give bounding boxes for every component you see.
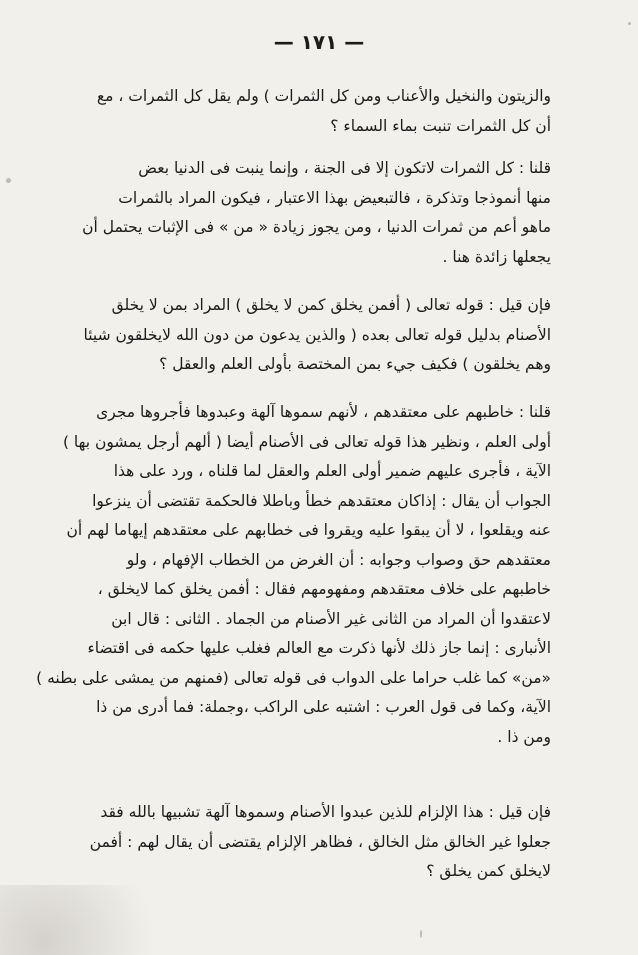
text-line: فإن قيل : هذا الإلزام للذين عبدوا الأصنام وسموها آلهة تشبيها بالله فقد	[100, 803, 551, 821]
text-line: والزيتون والنخيل والأعناب ومن كل الثمرات ) ولم يقل كل الثمرات ، مع	[96, 87, 551, 105]
paragraph-4	[36, 398, 551, 752]
page-number: — ١٧١ —	[273, 30, 365, 54]
paragraph-5	[88, 798, 551, 887]
text-line: «من» كما غلب حراما على الدواب فى قوله تعالى (فمنهم من يمشى على بطنه )	[36, 668, 551, 687]
text-line: قلنا : خاطبهم على معتقدهم ، لأنهم سموها آلهة وعبدوها فأجروها مجرى	[96, 403, 551, 421]
text-line: الأنبارى : إنما جاز ذلك لأنها ذكرت مع العالم فغلب عليها حكمه فى اقتضاء	[87, 639, 551, 657]
text-line: يجعلها زائدة هنا .	[442, 247, 551, 266]
text-line: معتقدهم حق وصواب وجوابه : أن الغرض من الخطاب الإفهام ، ولو	[126, 550, 551, 569]
text-line: الآية، وكما فى قول العرب : اشتبه على الراكب ،وجملة: فما أدرى من ذا	[96, 698, 551, 716]
text-line: أولى العلم ، ونظير هذا قوله تعالى فى الأصنام أيضا ( ألهم أرجل يمشون بها )	[62, 432, 551, 451]
text-line: لايخلق كمن يخلق ؟	[426, 862, 551, 880]
scan-speck	[628, 22, 631, 25]
text-line: منها أنموذجا وتذكرة ، فالتبعيض بهذا الاعتبار ، فيكون المراد بالثمرات	[118, 188, 551, 207]
text-line: ماهو أعم من ثمرات الدنيا ، ومن يجوز زيادة « من » فى الإثبات يحتمل أن	[82, 218, 551, 236]
scan-noise	[0, 885, 220, 955]
text-line: عنه ويقلعوا ، لا أن يبقوا عليه ويقروا فى خطابهم على معتقدهم إيهاما لهم أن	[66, 521, 551, 539]
text-line: قلنا : كل الثمرات لاتكون إلا فى الجنة ، وإنما ينبت فى الدنيا بعض	[138, 159, 551, 177]
text-line: الأصنام بدليل قوله تعالى بعده ( والذين يدعون من دون الله لايخلقون شيئا	[83, 325, 551, 344]
paragraph-1	[88, 82, 551, 141]
text-line: ومن ذا .	[497, 727, 551, 746]
scan-speck	[6, 178, 11, 183]
text-line: خاطبهم على خلاف معتقدهم ومفهومهم فقال : أفمن يخلق كما لايخلق ،	[97, 580, 551, 598]
text-line: الآية ، فأجرى عليهم ضمير أولى العلم والعقل لما قلناه ، ورد على هذا	[113, 462, 551, 480]
scan-speck	[420, 930, 422, 938]
text-line: لاعتقدوا أن المراد من الثانى غير الأصنام من الجماد . الثانى : قال ابن	[111, 609, 551, 628]
paragraph-2	[82, 154, 551, 272]
text-line: أن كل الثمرات تنبت بماء السماء ؟	[330, 116, 551, 135]
text-line: فإن قيل : قوله تعالى ( أفمن يخلق كمن لا يخلق ) المراد بمن لا يخلق	[111, 296, 551, 314]
text-line: جعلوا غير الخالق مثل الخالق ، فظاهر الإلزام يقتضى أن يقال لهم : أفمن	[89, 832, 551, 851]
text-line: الجواب أن يقال : إذاكان معتقدهم خطأ وباطلا فالحكمة تقتضى أن ينزعوا	[92, 491, 551, 510]
paragraph-3	[83, 291, 551, 380]
text-line: وهم يخلقون ) فكيف جيء بمن المختصة بأولى العلم والعقل ؟	[159, 355, 551, 373]
